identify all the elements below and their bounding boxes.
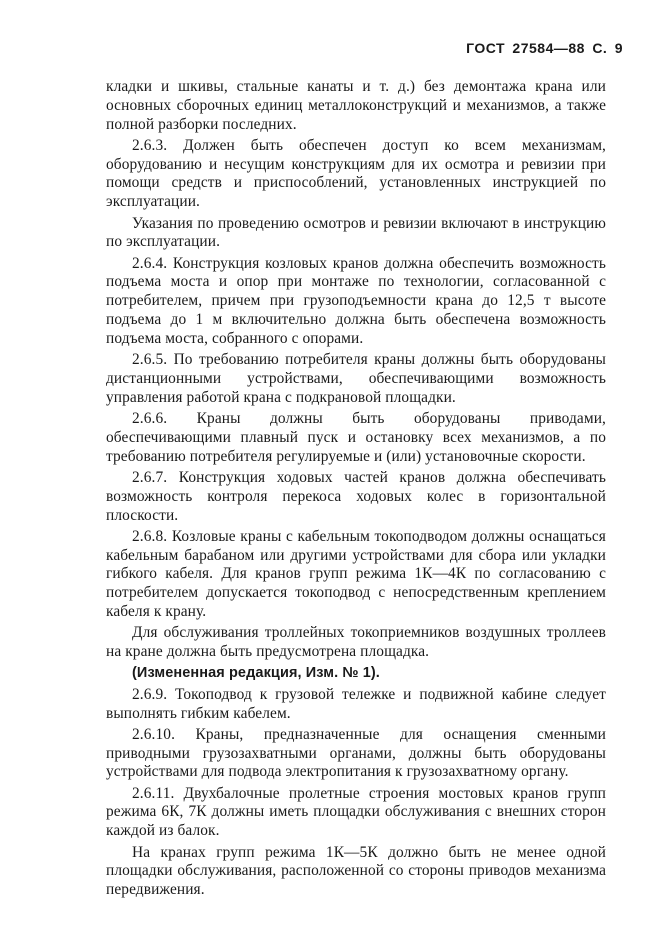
page-header: ГОСТ 27584—88 С. 9 <box>466 40 623 56</box>
clause-2-6-11: 2.6.11. Двухбалочные пролетные строения мостовых кранов групп режима 6К, 7К должны иметь площадки обслуживания с внешних сторон каждой из балок. <box>106 784 606 840</box>
paragraph-inspection-instructions: Указания по проведению осмотров и ревизии включают в инструкцию по эксплуатации. <box>106 214 606 251</box>
paragraph-continuation: кладки и шкивы, стальные канаты и т. д.) без демонтажа крана или основных сборочных единиц металлоконструкций и механизмов, а также полной разборки последних. <box>106 78 606 133</box>
clause-2-6-4: 2.6.4. Конструкция козловых кранов должна обеспечить возможность подъема моста и опор при монтаже по технологии, согласованной с потребителем, причем при грузоподъемности крана до 12,5 т высоте подъема до 1 м включительно должна быть обеспечена возможность подъема моста, собранного с опорами. <box>106 254 606 347</box>
clause-2-6-5: 2.6.5. По требованию потребителя краны должны быть оборудованы дистанционными устройствами, обеспечивающими возможность управления работой крана с подкрановой площадки. <box>106 351 606 406</box>
paragraph-service-platform: На кранах групп режима 1К—5К должно быть не менее одной площадки обслуживания, расположенной со стороны приводов механизма передвижения. <box>106 843 606 899</box>
clause-2-6-3: 2.6.3. Должен быть обеспечен доступ ко всем механизмам, оборудованию и несущим конструкциям для их осмотра и ревизии при помощи средств и приспособлений, установленных инструкцией по эксплуатации. <box>106 136 606 211</box>
clause-2-6-6: 2.6.6. Краны должны быть оборудованы приводами, обеспечивающими плавный пуск и остановку всех механизмов, а по требованию потребителя регулируемые и (или) установочные скорости. <box>106 410 606 465</box>
amendment-note: (Измененная редакция, Изм. № 1). <box>132 665 380 682</box>
clause-2-6-9: 2.6.9. Токоподвод к грузовой тележке и подвижной кабине следует выполнять гибким кабелем. <box>106 685 606 722</box>
document-body <box>106 78 606 902</box>
clause-2-6-8: 2.6.8. Козловые краны с кабельным токоподводом должны оснащаться кабельным барабаном или другими устройствами для сбора или укладки гибкого кабеля. Для кранов групп режима 1К—4К по согласованию с потребителем допускается токоподвод с непосредственным креплением кабеля к крану. <box>106 527 606 621</box>
paragraph-trolley-platform: Для обслуживания троллейных токоприемников воздушных троллеев на кране должна быть предусмотрена площадка. <box>106 624 606 661</box>
clause-2-6-10: 2.6.10. Краны, предназначенные для оснащения сменными приводными грузозахватными органами, должны быть оборудованы устройствами для подвода электропитания к грузозахватному органу. <box>106 725 606 781</box>
clause-2-6-7: 2.6.7. Конструкция ходовых частей кранов должна обеспечивать возможность контроля перекоса ходовых колес в горизонтальной плоскости. <box>106 468 606 524</box>
